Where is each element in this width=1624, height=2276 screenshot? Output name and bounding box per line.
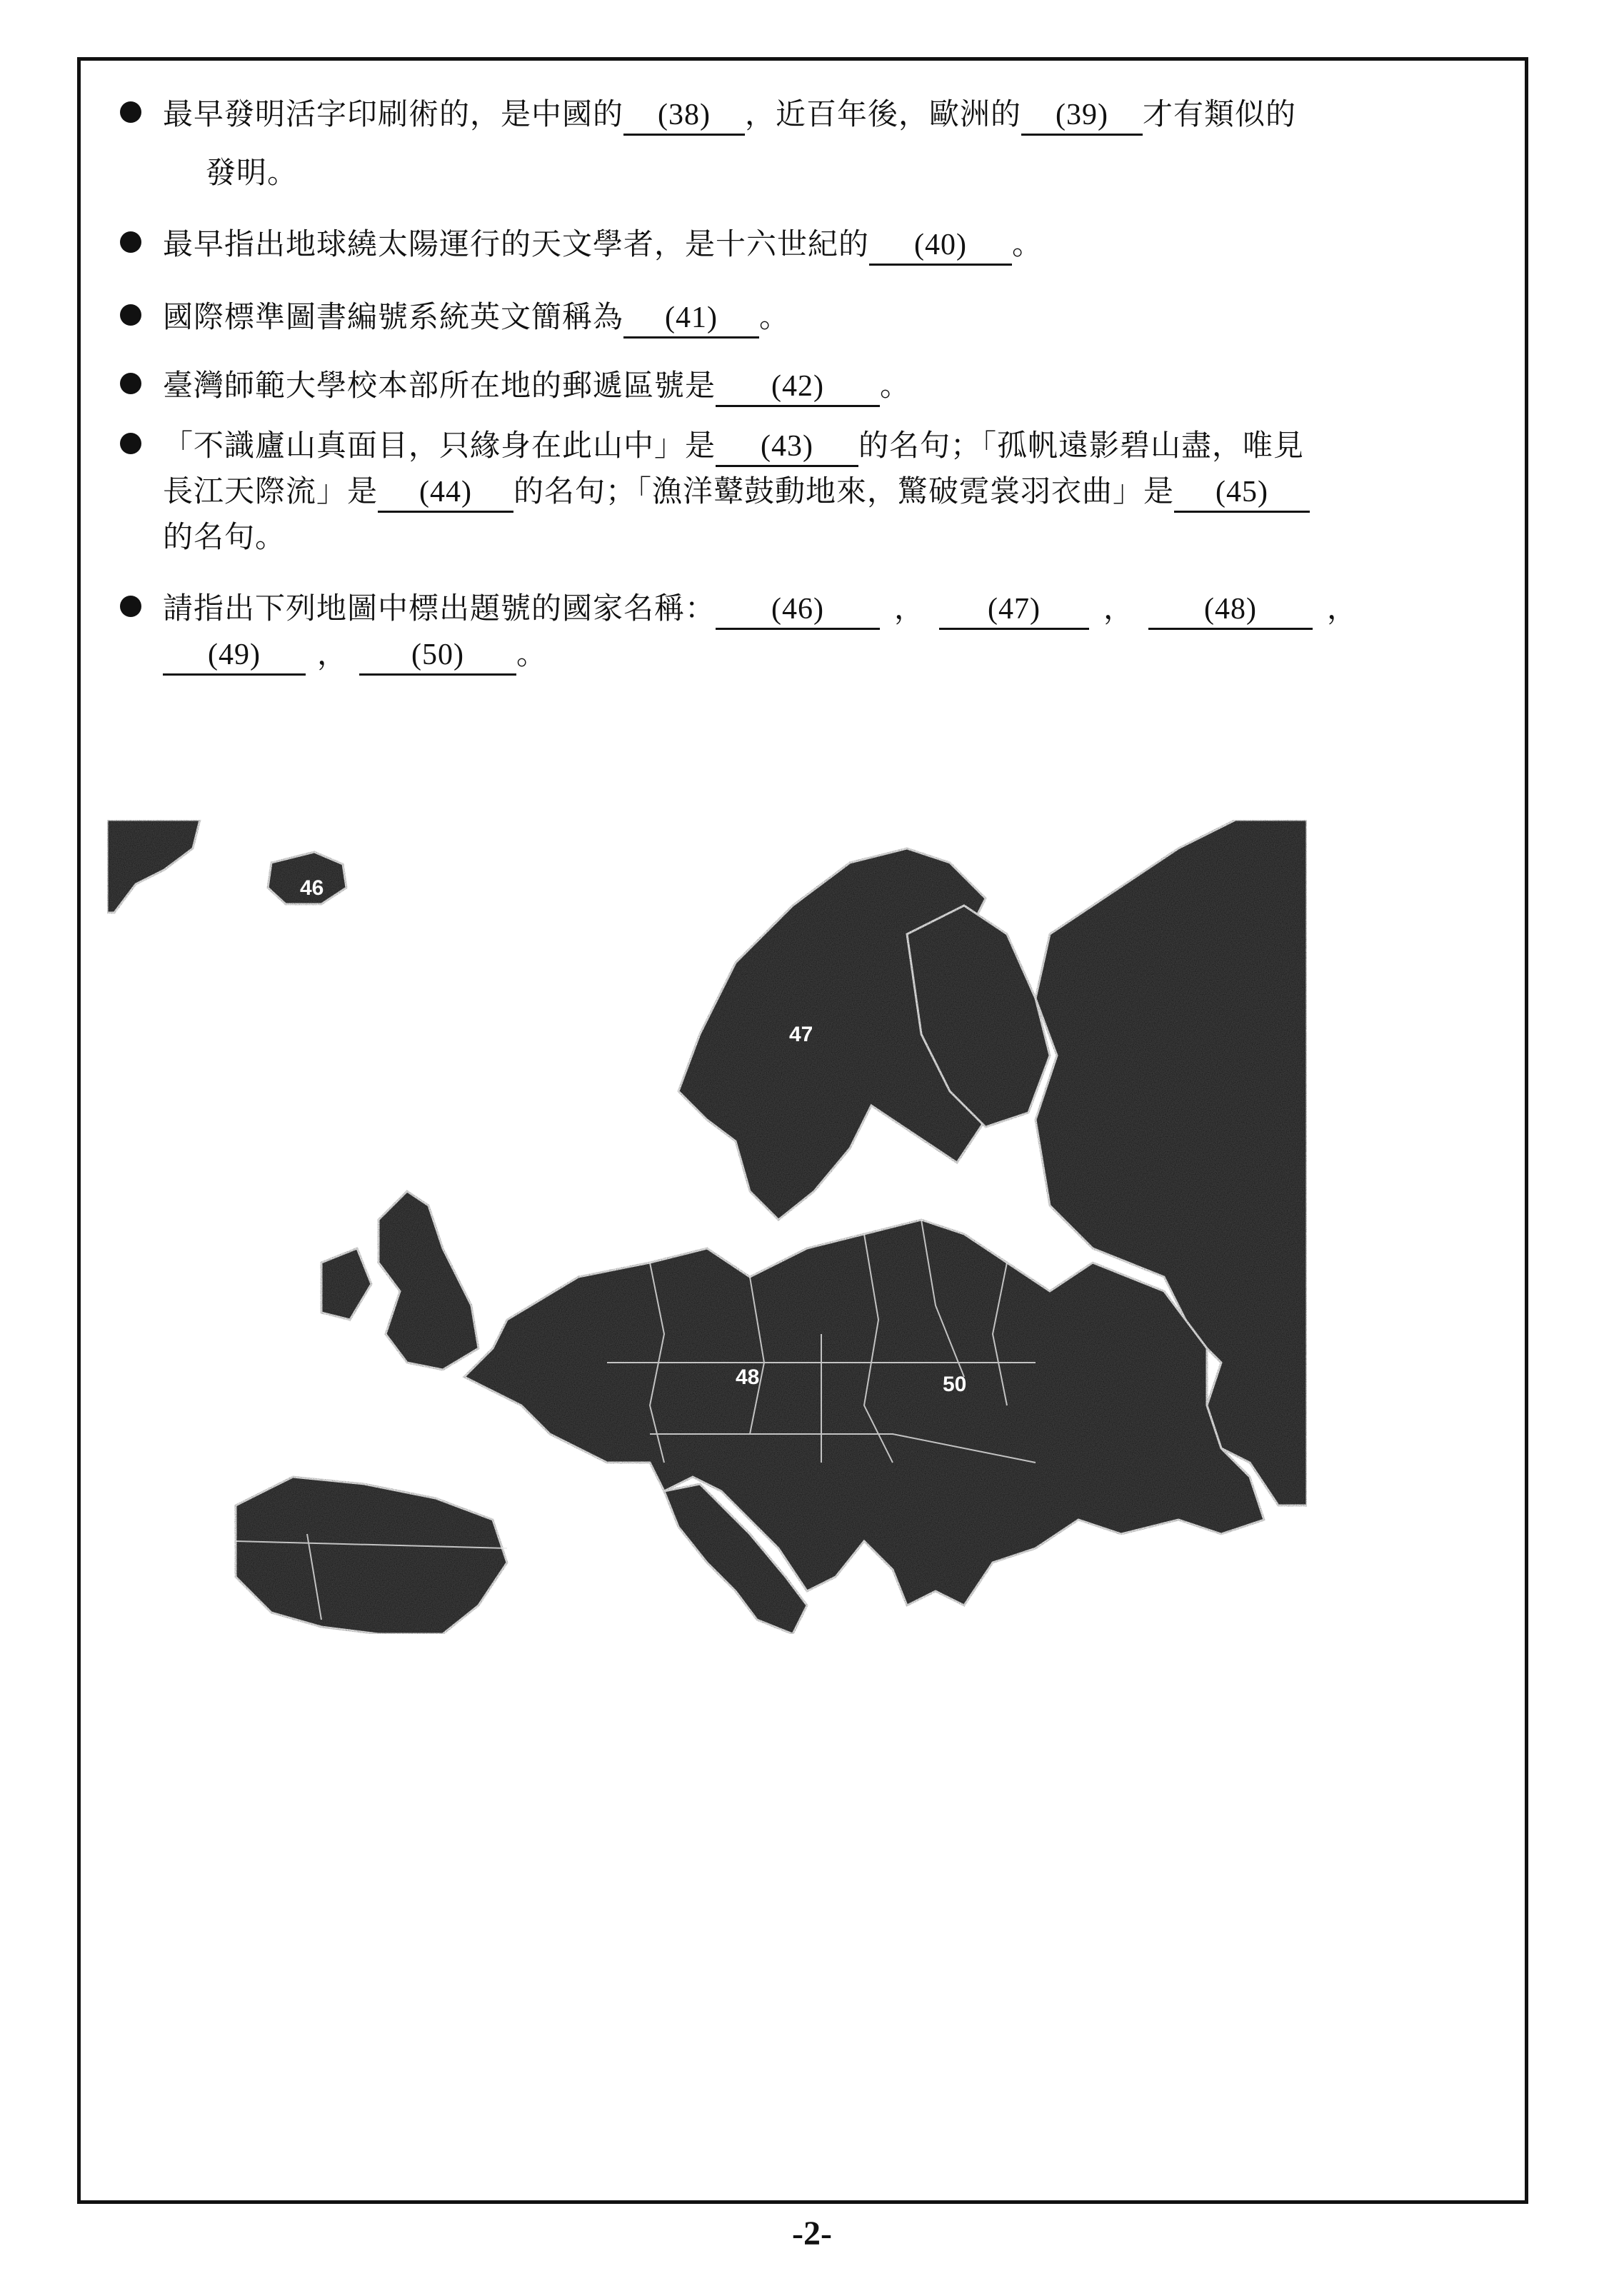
question-text: 。 bbox=[1012, 226, 1043, 261]
bullet-icon bbox=[120, 596, 141, 617]
question-text: 請指出下列地圖中標出題號的國家名稱： bbox=[163, 591, 716, 626]
answer-blank-40[interactable]: (40) bbox=[869, 226, 1012, 266]
question-text: 最早指出地球繞太陽運行的天文學者，是十六世紀的 bbox=[163, 226, 870, 261]
question-text: ， bbox=[317, 636, 349, 671]
answer-blank-41[interactable]: (41) bbox=[623, 299, 759, 339]
europe-map-graphic bbox=[107, 820, 1307, 1634]
question-text: 的名句。 bbox=[163, 519, 286, 554]
answer-blank-39[interactable]: (39) bbox=[1021, 96, 1143, 136]
answer-blank-38[interactable]: (38) bbox=[623, 96, 745, 136]
question-text: 「不識廬山真面目，只緣身在此山中」是 bbox=[163, 428, 716, 463]
question-text: 的名句；「漁洋鼙鼓動地來，驚破霓裳羽衣曲」是 bbox=[513, 473, 1175, 508]
bullet-icon bbox=[120, 101, 141, 123]
answer-blank-45[interactable]: (45) bbox=[1174, 473, 1310, 513]
answer-blank-44[interactable]: (44) bbox=[378, 473, 513, 513]
answer-blank-47[interactable]: (47) bbox=[939, 591, 1089, 630]
map-label-47: 47 bbox=[789, 1023, 813, 1046]
bullet-icon bbox=[120, 231, 141, 253]
bullet-icon bbox=[120, 433, 141, 454]
answer-blank-50[interactable]: (50) bbox=[359, 636, 516, 676]
question-text: 才有類似的 bbox=[1143, 96, 1297, 131]
question-text: 發明。 bbox=[206, 155, 299, 190]
map-label-49: 49 bbox=[982, 1201, 1006, 1225]
question-text: 。 bbox=[880, 368, 911, 403]
europe-map bbox=[107, 820, 1307, 1634]
map-label-50: 50 bbox=[943, 1373, 967, 1396]
bullet-icon bbox=[120, 304, 141, 326]
question-text: 的名句；「孤帆遠影碧山盡，唯見 bbox=[858, 428, 1305, 463]
question-text: 臺灣師範大學校本部所在地的郵遞區號是 bbox=[163, 368, 716, 403]
question-text: ， bbox=[1103, 591, 1135, 626]
question-text: 國際標準圖書編號系統英文簡稱為 bbox=[163, 299, 624, 334]
answer-blank-42[interactable]: (42) bbox=[716, 368, 880, 407]
page-number: -2- bbox=[792, 2215, 832, 2252]
question-text: 。 bbox=[516, 636, 548, 671]
question-text: ，近百年後，歐洲的 bbox=[745, 96, 1022, 131]
bullet-icon bbox=[120, 373, 141, 394]
answer-blank-49[interactable]: (49) bbox=[163, 636, 306, 676]
map-label-48: 48 bbox=[736, 1365, 760, 1389]
question-text: 長江天際流」是 bbox=[163, 473, 379, 508]
answer-blank-48[interactable]: (48) bbox=[1148, 591, 1313, 630]
question-text: ， bbox=[1327, 591, 1358, 626]
question-text: 最早發明活字印刷術的，是中國的 bbox=[163, 96, 624, 131]
answer-blank-43[interactable]: (43) bbox=[716, 428, 858, 467]
question-text: ， bbox=[894, 591, 926, 626]
answer-blank-46[interactable]: (46) bbox=[716, 591, 880, 630]
question-text: 。 bbox=[759, 299, 791, 334]
map-label-46: 46 bbox=[300, 876, 324, 900]
